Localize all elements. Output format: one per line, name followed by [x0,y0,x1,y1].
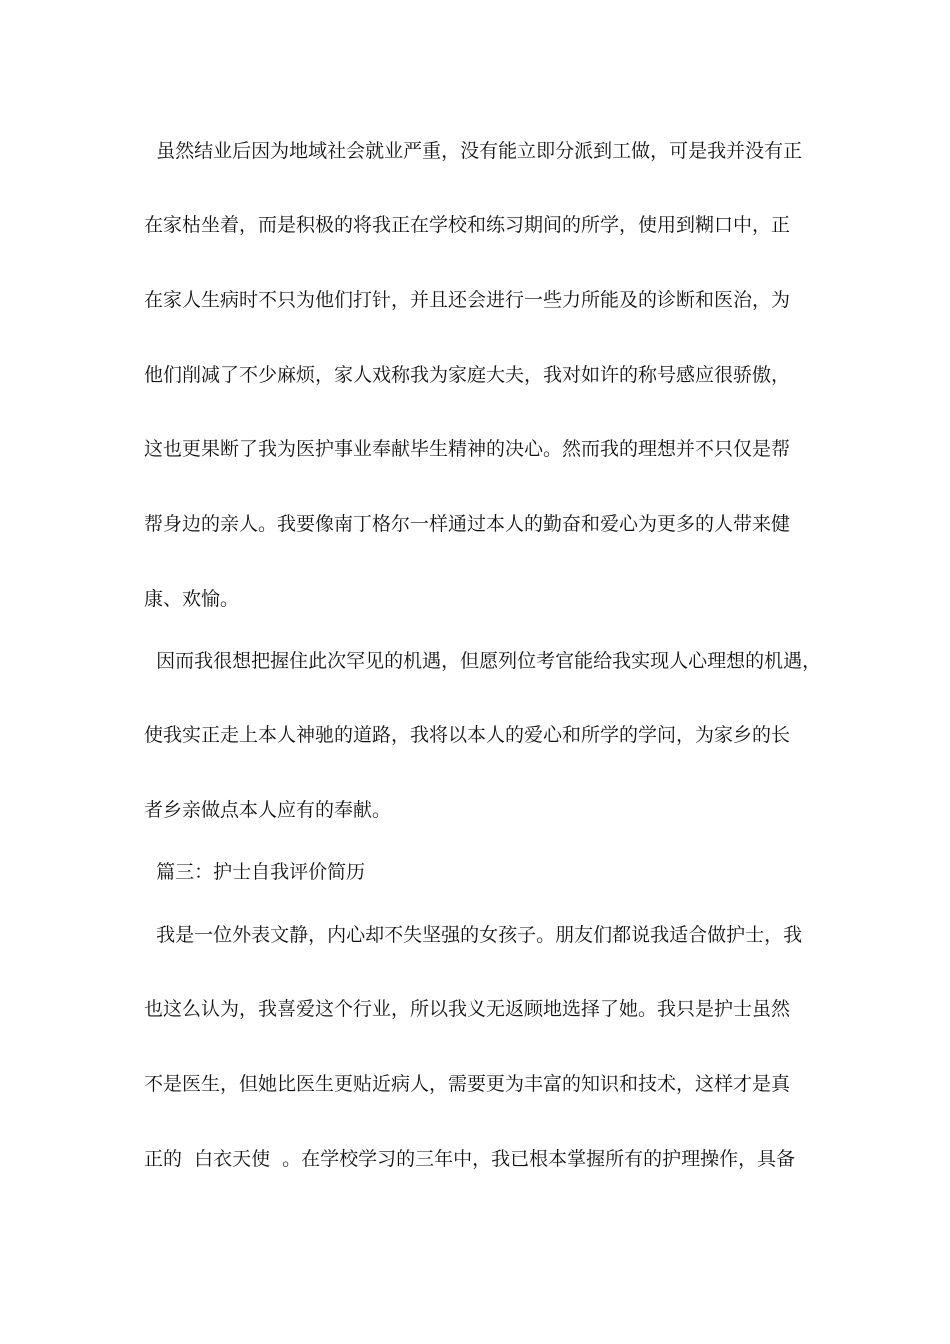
paragraph-line: 他们削减了不少麻烦，家人戏称我为家庭大夫，我对如许的称号感应很骄傲， [144,364,791,386]
paragraph-line: 使我实正走上本人神驰的道路，我将以本人的爱心和所学的学问，为家乡的长 [144,724,791,746]
paragraph-line: 也这么认为，我喜爱这个行业，所以我义无返顾地选择了她。我只是护士虽然 [144,998,791,1020]
paragraph-line: 正的 白衣天使 。在学校学习的三年中，我已根本掌握所有的护理操作，具备 [144,1148,796,1170]
paragraph-line: 我是一位外表文静，内心却不失坚强的女孩子。朋友们都说我适合做护士，我 [144,924,803,946]
paragraph-line: 在家枯坐着，而是积极的将我正在学校和练习期间的所学，使用到糊口中，正 [144,214,791,236]
paragraph-line: 不是医生，但她比医生更贴近病人，需要更为丰富的知识和技术，这样才是真 [144,1073,791,1095]
paragraph-line: 因而我很想把握住此次罕见的机遇，但愿列位考官能给我实现人心理想的机遇， [144,650,822,672]
paragraph-line: 这也更果断了我为医护事业奉献毕生精神的决心。然而我的理想并不只仅是帮 [144,438,791,460]
paragraph-line: 在家人生病时不只为他们打针，并且还会进行一些力所能及的诊断和医治，为 [144,289,791,311]
paragraph-line: 康、欢愉。 [144,588,240,610]
paragraph-line: 者乡亲做点本人应有的奉献。 [144,799,392,821]
section-heading: 篇三：护士自我评价简历 [144,861,366,883]
paragraph-line: 虽然结业后因为地域社会就业严重，没有能立即分派到工做，可是我并没有正 [144,140,803,162]
paragraph-line: 帮身边的亲人。我要像南丁格尔一样通过本人的勤奋和爱心为更多的人带来健 [144,513,791,535]
